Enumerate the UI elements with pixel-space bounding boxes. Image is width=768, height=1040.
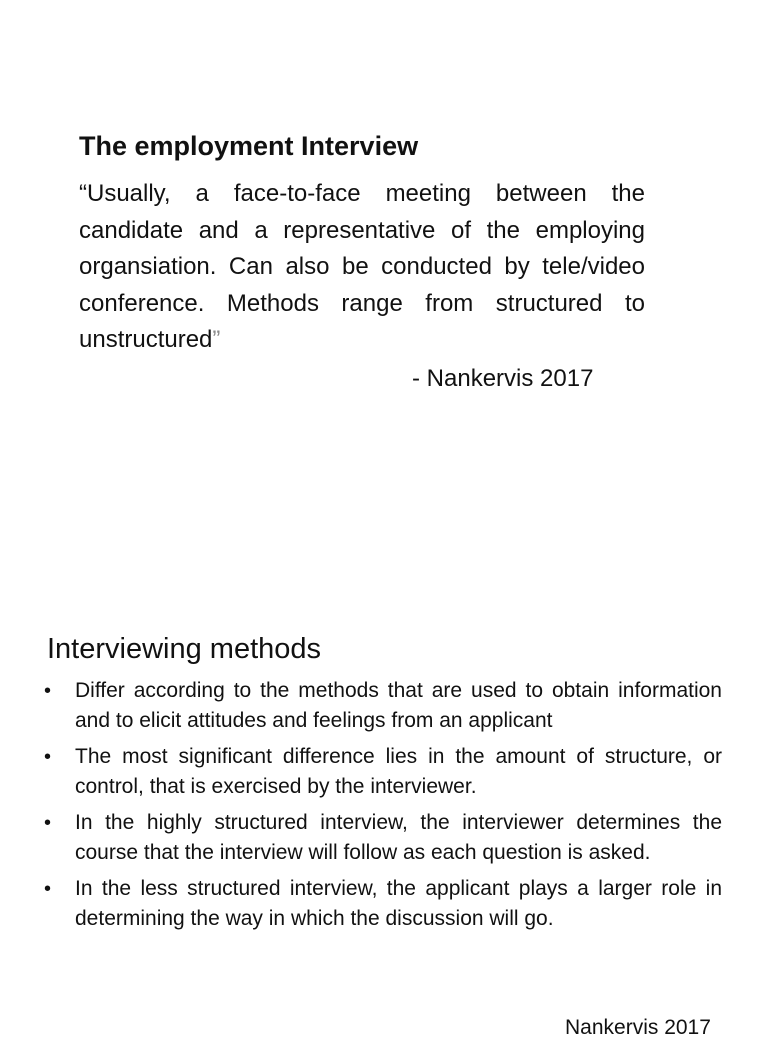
quote-body: “Usually, a face-to-face meeting between the candidate and a representative of the employing organsiation. Can also be conducted by tele/video conference. Methods range from structured to unstructured	[79, 180, 645, 353]
quote-text	[79, 176, 645, 359]
quote-attribution: - Nankervis 2017	[412, 365, 594, 392]
bullet-list	[44, 676, 722, 940]
bullet-icon: •	[44, 746, 52, 768]
slide-title: Interviewing methods	[47, 633, 322, 665]
list-item-text: In the highly structured interview, the interviewer determines the course that the interview will follow as each question is asked.	[75, 811, 722, 864]
slide-employment-interview	[0, 0, 768, 512]
quote-close-mark: ”	[212, 326, 221, 353]
bullet-icon: •	[44, 812, 52, 834]
list-item	[44, 808, 722, 868]
bullet-icon: •	[44, 680, 52, 702]
list-item	[44, 676, 722, 736]
list-item	[44, 874, 722, 934]
list-item-text: Differ according to the methods that are used to obtain information and to elicit attitudes and feelings from an applicant	[75, 679, 722, 732]
list-item-text: The most significant difference lies in the amount of structure, or control, that is exercised by the interviewer.	[75, 745, 722, 798]
bullet-icon: •	[44, 878, 52, 900]
footer-citation: Nankervis 2017	[565, 1016, 711, 1039]
list-item-text: In the less structured interview, the applicant plays a larger role in determining the way in which the discussion will go.	[75, 877, 722, 930]
slide-title: The employment Interview	[79, 131, 419, 161]
list-item	[44, 742, 722, 802]
slide-interviewing-methods	[0, 512, 768, 1039]
